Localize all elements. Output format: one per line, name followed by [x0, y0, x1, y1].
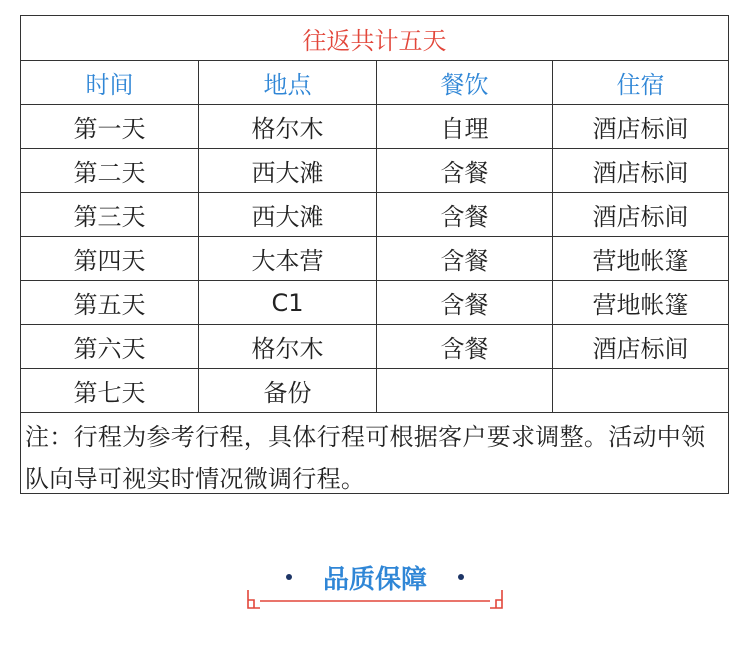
cell-location: 大本营: [199, 237, 377, 280]
cell-meals: 含餐: [377, 325, 553, 368]
cell-day: 第五天: [21, 281, 199, 324]
cell-location: 备份: [199, 369, 377, 412]
bracket-line-icon: [246, 588, 504, 614]
cell-lodging: 营地帐篷: [592, 247, 689, 275]
cell-meals: 自理: [377, 105, 553, 148]
cell-meals: 含餐: [377, 149, 553, 192]
header-meals: 餐饮: [377, 61, 553, 104]
header-location: 地点: [199, 61, 377, 104]
table-title-row: [21, 16, 728, 61]
table-title: 往返共计五天: [302, 26, 447, 55]
table-row: [21, 369, 728, 413]
section-heading: [246, 560, 504, 616]
table-row: [21, 237, 728, 281]
cell-day: 第七天: [21, 369, 199, 412]
table-row: [21, 105, 728, 149]
cell-location: 格尔木: [199, 105, 377, 148]
cell-day: 第二天: [21, 149, 199, 192]
table-row: [21, 325, 728, 369]
cell-location: C1: [199, 281, 377, 324]
cell-location: 西大滩: [199, 149, 377, 192]
cell-day: 第六天: [21, 325, 199, 368]
cell-meals: [377, 369, 553, 412]
table-row: [21, 281, 728, 325]
cell-day: 第三天: [21, 193, 199, 236]
itinerary-note: 注：行程为参考行程，具体行程可根据客户要求调整。活动中领队向导可视实时情况微调行程。: [25, 423, 706, 493]
table-row: [21, 193, 728, 237]
header-lodging: 住宿: [616, 71, 665, 99]
cell-lodging: 酒店标间: [592, 203, 689, 231]
cell-day: 第一天: [21, 105, 199, 148]
cell-lodging: [553, 369, 728, 412]
section-title: 品质保障: [322, 565, 427, 595]
cell-lodging: 营地帐篷: [592, 291, 689, 319]
dot-right-icon: [458, 574, 464, 580]
cell-meals: 含餐: [377, 281, 553, 324]
table-header-row: [21, 61, 728, 105]
table-row: [21, 149, 728, 193]
cell-meals: 含餐: [377, 193, 553, 236]
cell-lodging: 酒店标间: [592, 115, 689, 143]
cell-location: 西大滩: [199, 193, 377, 236]
header-time: 时间: [21, 61, 199, 104]
cell-location: 格尔木: [199, 325, 377, 368]
cell-lodging: 酒店标间: [592, 159, 689, 187]
cell-lodging: 酒店标间: [592, 335, 689, 363]
cell-day: 第四天: [21, 237, 199, 280]
itinerary-table: [20, 15, 729, 494]
cell-meals: 含餐: [377, 237, 553, 280]
